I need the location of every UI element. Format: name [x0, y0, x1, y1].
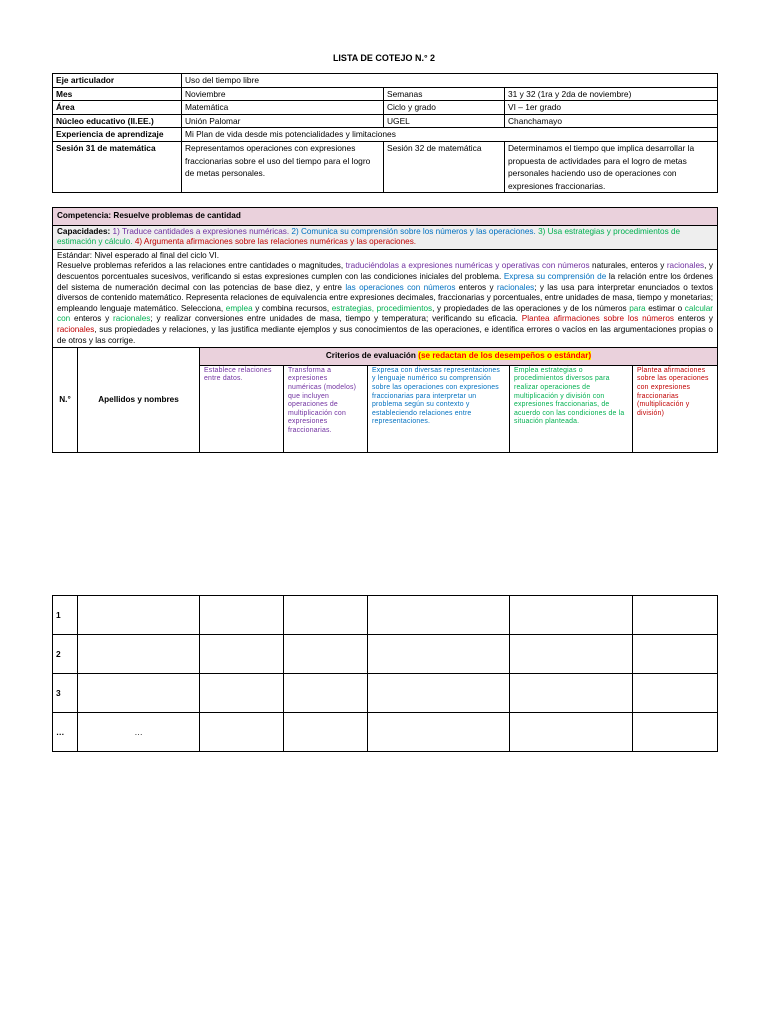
students-table	[52, 595, 718, 752]
criterio-cell: Transforma a expresiones numéricas (modelos) que incluyen operaciones de multiplicación con expresiones fraccionarias.	[284, 365, 368, 452]
experiencia-label: Experiencia de aprendizaje	[53, 128, 182, 142]
info-row	[53, 87, 718, 101]
info-row	[53, 141, 718, 192]
criterio-check-cell[interactable]	[284, 674, 368, 713]
row-number: 2	[53, 635, 78, 674]
criterio-check-cell[interactable]	[510, 674, 633, 713]
student-name-cell[interactable]: …	[78, 713, 200, 752]
student-name-cell[interactable]	[78, 635, 200, 674]
criterio-check-cell[interactable]	[510, 596, 633, 635]
row-number: 3	[53, 674, 78, 713]
criterio-check-cell[interactable]	[200, 713, 284, 752]
criterio-check-cell[interactable]	[200, 635, 284, 674]
criterio-cell: Expresa con diversas representaciones y lenguaje numérico su comprensión sobre las operaciones con expresiones fraccionarias para interpretar un problema según su contexto y estableciendo relaciones entre representaciones.	[368, 365, 510, 452]
experiencia-value: Mi Plan de vida desde mis potencialidades y limitaciones	[182, 128, 718, 142]
document-title: LISTA DE COTEJO N.° 2	[332, 53, 436, 63]
mes-label: Mes	[53, 87, 182, 101]
estandar-text: Resuelve problemas referidos a las relaciones entre cantidades o magnitudes, traduciéndolas a expresiones numéricas y operativas con números naturales, enteros y racionales, y descuentos porcentuales sucesivos, verificando si estas expresiones cumplen con las condiciones iniciales del problema. Expresa su comprensión de la relación entre los órdenes del sistema de numeración decimal con las potencias de base diez, y entre las operaciones con números enteros y racionales; y las usa para interpretar enunciados o textos diversos de contenido matemático. Representa relaciones de equivalencia entre expresiones decimales, fraccionarias y porcentuales, entre unidades de masa, tiempo y monetarias; empleando lenguaje matemático. Selecciona, emplea y combina recursos, estrategias, procedimientos, y propiedades de las operaciones y de los números para estimar o calcular con enteros y racionales; y realizar conversiones entre unidades de masa, tiempo y temperatura; verificando su eficacia. Plantea afirmaciones sobre los números enteros y racionales, sus propiedades y relaciones, y las justifica mediante ejemplos y sus conocimientos de las operaciones, e identifica errores o vacíos en las argumentaciones propias o de otros y las corrige.	[57, 261, 713, 345]
info-row	[53, 114, 718, 128]
criterio-check-cell[interactable]	[200, 674, 284, 713]
capacidad-3: 3) Usa estrategias y procedimientos de estimación y cálculo.	[57, 226, 681, 247]
table-row	[53, 635, 718, 674]
nucleo-label: Núcleo educativo (II.EE.)	[53, 114, 182, 128]
sesion32-label: Sesión 32 de matemática	[384, 141, 505, 192]
estandar-cell	[53, 249, 718, 347]
semanas-label: Semanas	[384, 87, 505, 101]
row-number: …	[53, 713, 78, 752]
sesion32-value: Determinamos el tiempo que implica desarrollar la propuesta de actividades para el logro de metas personales haciendo uso de operaciones con expresiones fraccionarias.	[505, 141, 718, 192]
criterios-heading: Criterios de evaluación (se redactan de los desempeños o estándar)	[200, 348, 718, 366]
col-no-header: N.°	[53, 348, 78, 453]
semanas-value: 31 y 32 (1ra y 2da de noviembre)	[505, 87, 718, 101]
nucleo-value: Unión Palomar	[182, 114, 384, 128]
ugel-value: Chanchamayo	[505, 114, 718, 128]
table-row	[53, 674, 718, 713]
info-row	[53, 128, 718, 142]
criterio-check-cell[interactable]	[284, 635, 368, 674]
criterio-check-cell[interactable]	[633, 713, 718, 752]
capacidad-2: 2) Comunica su comprensión sobre los números y las operaciones.	[291, 226, 536, 236]
info-table	[52, 73, 718, 193]
criterio-check-cell[interactable]	[633, 635, 718, 674]
ciclo-label: Ciclo y grado	[384, 101, 505, 115]
eje-value: Uso del tiempo libre	[182, 74, 718, 88]
competencia-table	[52, 207, 718, 453]
table-row	[53, 596, 718, 635]
criterio-check-cell[interactable]	[284, 596, 368, 635]
criterio-check-cell[interactable]	[368, 596, 510, 635]
capacidades-label: Capacidades:	[57, 226, 111, 236]
ciclo-value: VI – 1er grado	[505, 101, 718, 115]
student-name-cell[interactable]	[78, 674, 200, 713]
criterio-cell: Plantea afirmaciones sobre las operaciones con expresiones fraccionarias (multiplicación y división)	[633, 365, 718, 452]
eje-label: Eje articulador	[53, 74, 182, 88]
criterio-check-cell[interactable]	[510, 713, 633, 752]
criterio-check-cell[interactable]	[510, 635, 633, 674]
ugel-label: UGEL	[384, 114, 505, 128]
capacidad-4: 4) Argumenta afirmaciones sobre las relaciones numéricas y las operaciones.	[134, 237, 417, 247]
col-name-header: Apellidos y nombres	[78, 348, 200, 453]
criterio-check-cell[interactable]	[633, 596, 718, 635]
criterio-cell: Establece relaciones entre datos.	[200, 365, 284, 452]
criterios-note: (se redactan de los desempeños o estándar)	[418, 351, 592, 361]
row-number: 1	[53, 596, 78, 635]
criterio-check-cell[interactable]	[368, 674, 510, 713]
criterio-check-cell[interactable]	[200, 596, 284, 635]
mes-value: Noviembre	[182, 87, 384, 101]
table-row	[53, 713, 718, 752]
sesion31-value: Representamos operaciones con expresiones fraccionarias sobre el uso del tiempo para el logro de metas personales.	[182, 141, 384, 192]
info-row	[53, 101, 718, 115]
criterio-check-cell[interactable]	[284, 713, 368, 752]
info-row	[53, 74, 718, 88]
criterio-check-cell[interactable]	[633, 674, 718, 713]
capacidad-1: 1) Traduce cantidades a expresiones numéricas.	[112, 226, 290, 236]
area-value: Matemática	[182, 101, 384, 115]
sesion31-label: Sesión 31 de matemática	[53, 141, 182, 192]
area-label: Área	[53, 101, 182, 115]
criterio-check-cell[interactable]	[368, 635, 510, 674]
competencia-heading: Competencia: Resuelve problemas de cantidad	[53, 208, 718, 226]
student-name-cell[interactable]	[78, 596, 200, 635]
criterio-cell: Emplea estrategias o procedimientos diversos para realizar operaciones de multiplicación y división con expresiones fraccionarias, de acuerdo con las condiciones de la situación planteada.	[510, 365, 633, 452]
criterio-check-cell[interactable]	[368, 713, 510, 752]
estandar-heading: Estándar: Nivel esperado al final del ciclo VI.	[57, 250, 220, 260]
capacidades-cell	[53, 225, 718, 249]
